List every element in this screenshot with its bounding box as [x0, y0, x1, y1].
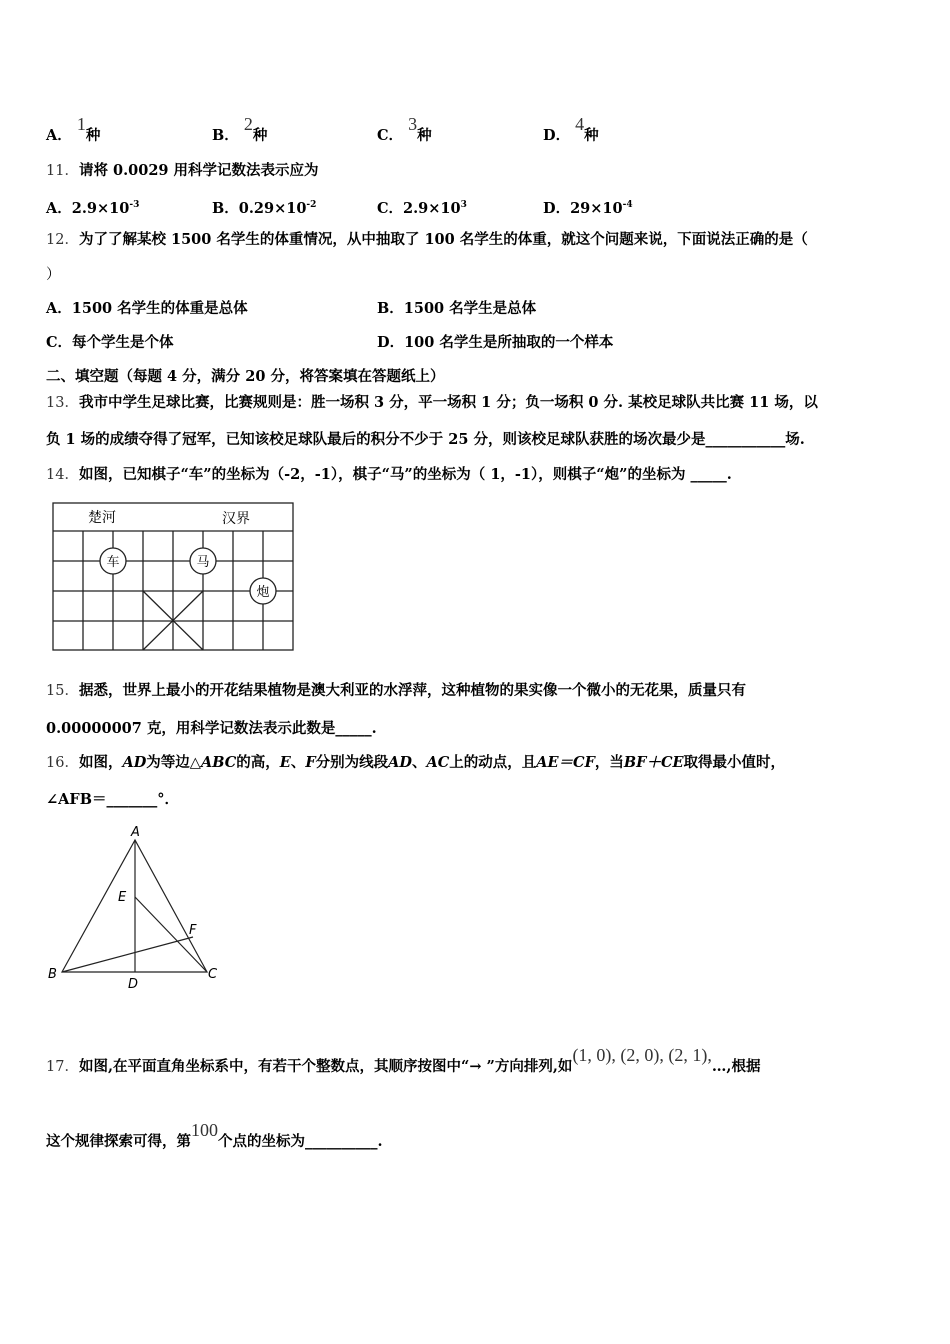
svg-text:炮: 炮 — [256, 585, 270, 600]
q12-option-a: A．1500 名学生的体重是总体 — [46, 300, 248, 317]
q11-option-b: B．$0.29\times 10^{-2}$ — [212, 200, 317, 217]
piece-ma — [190, 548, 216, 574]
q11-option-d: D．$29\times 10^{-4}$ — [543, 200, 633, 217]
q12-option-b: B．1500 名学生是总体 — [377, 300, 537, 317]
q10-option-c: C． 3种 — [377, 114, 432, 144]
q17-line2: 这个规律探索可得，第100个点的坐标为__________. — [46, 1120, 383, 1150]
q11-option-a: A．$2.9\times 10^{-3}$ — [46, 200, 140, 217]
q12-option-c: C．每个学生是个体 — [46, 334, 174, 351]
q13-line2: 负 1 场的成绩夺得了冠军，已知该校足球队最后的积分不少于 25 分，则该校足球队获胜的场次最少是___________场. — [46, 431, 805, 448]
piece-pao — [250, 578, 276, 604]
chess-board-figure — [50, 500, 300, 655]
label-a: A — [131, 825, 140, 840]
q12-option-d: D．100 名学生是所抽取的一个样本 — [377, 334, 614, 351]
label-c: C — [208, 967, 218, 982]
label-d: D — [128, 977, 139, 992]
q16-line2: ∠AFB＝_______°． — [46, 791, 179, 808]
q10-option-b: B． 2种 — [212, 114, 268, 144]
section-heading: 二、填空题（每题 4 分，满分 20 分，将答案填在答题纸上） — [46, 368, 445, 385]
piece-che — [100, 548, 126, 574]
q15-line1: 15．据悉，世界上最小的开花结果植物是澳大利亚的水浮萍，这种植物的果实像一个微小的无花果，质量只有 — [46, 682, 746, 699]
board-left-label: 楚河 — [88, 510, 116, 526]
q17-line1: 17．如图,在平面直角坐标系中，有若干个整数点，其顺序按图中“→ ”方向排列,如(1, 0), (2, 0), (2, 1),…,根据 — [46, 1045, 761, 1075]
svg-text:马: 马 — [196, 555, 210, 570]
label-e: E — [118, 890, 127, 905]
q13-line1: 13．我市中学生足球比赛，比赛规则是：胜一场积 3 分，平一场积 1 分；负一场积 0 分. 某校足球队共比赛 11 场，以 — [46, 394, 818, 411]
board-right-label: 汉界 — [222, 511, 250, 527]
q15-line2: 0.00000007 克，用科学记数法表示此数是_____. — [46, 720, 377, 737]
q10-option-d: D． 4种 — [543, 114, 599, 144]
q11-option-c: C．$2.9\times 10^3$ — [377, 200, 467, 217]
q11-stem: 11．请将 0.0029 用科学记数法表示应为 — [46, 162, 319, 179]
q14-stem: 14．如图，已知棋子“车”的坐标为（-2，-1），棋子“马”的坐标为（ 1，-1），则棋子“炮”的坐标为 _____. — [46, 466, 732, 483]
label-f: F — [189, 923, 197, 938]
label-b: B — [48, 967, 57, 982]
q12-stem-end: ） — [46, 267, 61, 283]
q12-stem: 12．为了了解某校 1500 名学生的体重情况，从中抽取了 100 名学生的体重，就这个问题来说，下面说法正确的是（ — [46, 231, 808, 248]
triangle-figure — [40, 820, 240, 1000]
q10-option-a: A． 1种 — [46, 114, 101, 144]
q16-line1: 16．如图，AD为等边△ABC的高，E、F分别为线段AD、AC上的动点，且AE＝CF，当BF＋CE取得最小值时， — [46, 754, 786, 771]
svg-text:车: 车 — [106, 555, 120, 570]
